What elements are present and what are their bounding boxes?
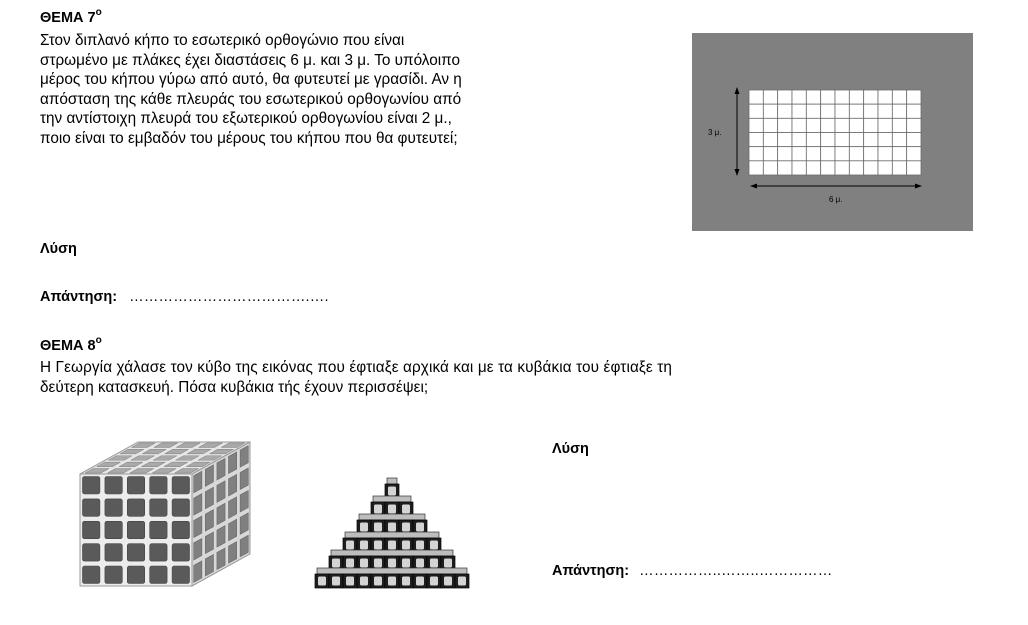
tile xyxy=(907,147,921,161)
pyramid-cube-sticker xyxy=(458,577,466,586)
theme8-title: ΘΕΜΑ $8^o$ xyxy=(40,335,102,354)
tile xyxy=(907,133,921,147)
tile xyxy=(749,104,763,118)
cube-front-sticker xyxy=(127,521,144,538)
tile xyxy=(749,90,763,104)
tile xyxy=(821,161,835,175)
pyramid-level-top xyxy=(387,478,397,484)
tile xyxy=(792,118,806,132)
tile xyxy=(849,133,863,147)
tile xyxy=(792,161,806,175)
tile xyxy=(864,133,878,147)
pyramid-cube-sticker xyxy=(430,577,438,586)
pyramid-figure xyxy=(305,440,480,605)
tile xyxy=(763,118,777,132)
tile xyxy=(763,161,777,175)
tile xyxy=(821,147,835,161)
cube-figure xyxy=(72,432,257,604)
theme7-answer-label: Απάντηση: xyxy=(40,289,118,305)
pyramid-cube-sticker xyxy=(360,541,368,550)
tile xyxy=(749,147,763,161)
tile xyxy=(792,147,806,161)
theme7-line: μέρος του κήπου γύρω από αυτό, θα φυτευτεί με γρασίδι. Αν η xyxy=(40,71,462,89)
tile xyxy=(821,90,835,104)
theme8-solution-label: Λύση xyxy=(552,441,589,457)
height-label: 3 μ. xyxy=(708,128,722,137)
cube-front-sticker xyxy=(150,566,167,583)
width-label: 6 μ. xyxy=(829,195,843,204)
tile xyxy=(835,147,849,161)
cube-front-sticker xyxy=(105,566,122,583)
pyramid-level-top xyxy=(317,568,467,574)
theme8-paragraph xyxy=(40,358,1000,397)
tile xyxy=(864,90,878,104)
tile xyxy=(892,118,906,132)
pyramid-cube-sticker xyxy=(416,541,424,550)
tile xyxy=(907,90,921,104)
tile xyxy=(749,161,763,175)
pyramid-cube-sticker xyxy=(318,577,326,586)
cube-front-sticker xyxy=(127,544,144,561)
tile xyxy=(749,133,763,147)
tile xyxy=(778,104,792,118)
tile xyxy=(864,161,878,175)
tile xyxy=(821,118,835,132)
cube-front-sticker xyxy=(105,499,122,516)
tile xyxy=(763,133,777,147)
tile xyxy=(806,133,820,147)
tile xyxy=(892,90,906,104)
cube-front-sticker xyxy=(172,499,189,516)
theme8-line: Η Γεωργία χάλασε τον κύβο της εικόνας που έφτιαξε αρχικά και με τα κυβάκια του έφτιαξε τη xyxy=(40,359,673,376)
tile xyxy=(778,118,792,132)
pyramid-cube-sticker xyxy=(388,505,396,514)
tile xyxy=(792,104,806,118)
pyramid-cube-sticker xyxy=(444,577,452,586)
cube-front-sticker xyxy=(105,544,122,561)
tile xyxy=(892,161,906,175)
cube-front-sticker xyxy=(172,521,189,538)
tile xyxy=(907,118,921,132)
cube-front-sticker xyxy=(83,477,100,494)
tile xyxy=(749,118,763,132)
tile xyxy=(849,104,863,118)
theme7-line: στρωμένο με πλάκες έχει διαστάσεις 6 μ. και 3 μ. Το υπόλοιπο xyxy=(40,51,460,69)
cube-front-sticker xyxy=(150,477,167,494)
tile xyxy=(864,104,878,118)
pyramid-cube-sticker xyxy=(374,577,382,586)
tile xyxy=(835,118,849,132)
garden-figure xyxy=(692,33,973,231)
theme8-line: δεύτερη κατασκευή. Πόσα κυβάκια τής έχουν περισσέψει; xyxy=(40,378,429,396)
tile xyxy=(778,161,792,175)
tile xyxy=(806,118,820,132)
pyramid-cube-sticker xyxy=(346,559,354,568)
pyramid-cube-sticker xyxy=(402,559,410,568)
cube-front-sticker xyxy=(172,477,189,494)
theme7-title: ΘΕΜΑ $7^o$ xyxy=(40,7,102,26)
pyramid-cube-sticker xyxy=(360,559,368,568)
tile xyxy=(806,104,820,118)
cube-front-sticker xyxy=(105,521,122,538)
tile xyxy=(835,104,849,118)
pyramid-cube-sticker xyxy=(402,541,410,550)
cube-front-sticker xyxy=(172,544,189,561)
tile xyxy=(835,133,849,147)
tile xyxy=(878,90,892,104)
pyramid-cube-sticker xyxy=(374,505,382,514)
pyramid-cube-sticker xyxy=(416,559,424,568)
tile-grid xyxy=(749,90,921,175)
tile xyxy=(778,90,792,104)
pyramid-level-top xyxy=(331,550,453,556)
tile xyxy=(763,104,777,118)
pyramid-cube-sticker xyxy=(388,523,396,532)
tile xyxy=(878,118,892,132)
theme7-line: απόσταση της κάθε πλευράς του εσωτερικού ορθογωνίου από xyxy=(40,90,462,108)
tile xyxy=(806,90,820,104)
theme8-answer-blank[interactable]: ……………..……..…………… xyxy=(639,563,833,579)
tile xyxy=(878,147,892,161)
tile xyxy=(849,147,863,161)
tile xyxy=(821,133,835,147)
cube-front-sticker xyxy=(127,499,144,516)
cube-front-sticker xyxy=(127,477,144,494)
theme7-line: ποιο είναι το εμβαδόν του μέρους του κήπου που θα φυτευτεί; xyxy=(40,129,458,147)
cube-front-sticker xyxy=(83,566,100,583)
tile xyxy=(835,90,849,104)
pyramid-cube-sticker xyxy=(360,523,368,532)
tile xyxy=(778,147,792,161)
cube-illustration xyxy=(80,442,250,586)
tile xyxy=(763,90,777,104)
theme7-solution-label: Λύση xyxy=(40,241,77,257)
cube-front-sticker xyxy=(150,521,167,538)
tile xyxy=(892,147,906,161)
pyramid-cube-sticker xyxy=(332,577,340,586)
pyramid-cube-sticker xyxy=(402,577,410,586)
pyramid-cube-sticker xyxy=(346,577,354,586)
tile xyxy=(806,161,820,175)
tile xyxy=(763,147,777,161)
tile xyxy=(792,90,806,104)
pyramid-cube-sticker xyxy=(374,523,382,532)
pyramid-illustration xyxy=(315,478,469,588)
theme7-line: την αντίστοιχη πλευρά του εξωτερικού ορθογωνίου είναι 2 μ., xyxy=(40,110,452,128)
cube-front-sticker xyxy=(150,499,167,516)
cube-front-sticker xyxy=(83,499,100,516)
cube-front-sticker xyxy=(105,477,122,494)
pyramid-cube-sticker xyxy=(346,541,354,550)
tile xyxy=(835,161,849,175)
pyramid-level-top xyxy=(359,514,425,520)
cube-front-sticker xyxy=(172,566,189,583)
tile xyxy=(892,104,906,118)
pyramid-cube-sticker xyxy=(416,577,424,586)
theme7-line: Στον διπλανό κήπο το εσωτερικό ορθογώνιο που είναι xyxy=(40,32,405,49)
cube-front-sticker xyxy=(127,566,144,583)
theme8-answer-label: Απάντηση: xyxy=(552,563,630,579)
theme7-answer-blank[interactable]: ……………………………….…. xyxy=(129,289,329,305)
pyramid-cube-sticker xyxy=(332,559,340,568)
tile xyxy=(806,147,820,161)
tile xyxy=(792,133,806,147)
pyramid-cube-sticker xyxy=(388,577,396,586)
tile xyxy=(864,118,878,132)
theme8-answer xyxy=(552,563,832,579)
cube-front-sticker xyxy=(83,521,100,538)
theme7-paragraph xyxy=(40,31,665,149)
pyramid-cube-sticker xyxy=(444,559,452,568)
pyramid-cube-sticker xyxy=(360,577,368,586)
pyramid-cube-sticker xyxy=(430,541,438,550)
pyramid-cube-sticker xyxy=(430,559,438,568)
theme7-answer xyxy=(40,289,329,305)
tile xyxy=(821,104,835,118)
tile xyxy=(878,161,892,175)
tile xyxy=(849,90,863,104)
tile xyxy=(864,147,878,161)
pyramid-cube-sticker xyxy=(388,559,396,568)
tile xyxy=(907,104,921,118)
pyramid-cube-sticker xyxy=(416,523,424,532)
tile xyxy=(849,161,863,175)
cube-front-sticker xyxy=(150,544,167,561)
tile xyxy=(907,161,921,175)
pyramid-level-top xyxy=(345,532,439,538)
pyramid-cube-sticker xyxy=(402,523,410,532)
pyramid-cube-sticker xyxy=(402,505,410,514)
tile xyxy=(849,118,863,132)
cube-front-sticker xyxy=(83,544,100,561)
pyramid-cube-sticker xyxy=(388,487,396,496)
pyramid-level-top xyxy=(373,496,411,502)
pyramid-cube-sticker xyxy=(388,541,396,550)
tile xyxy=(878,133,892,147)
pyramid-cube-sticker xyxy=(374,559,382,568)
tile xyxy=(878,104,892,118)
pyramid-cube-sticker xyxy=(374,541,382,550)
tile xyxy=(892,133,906,147)
tile xyxy=(778,133,792,147)
